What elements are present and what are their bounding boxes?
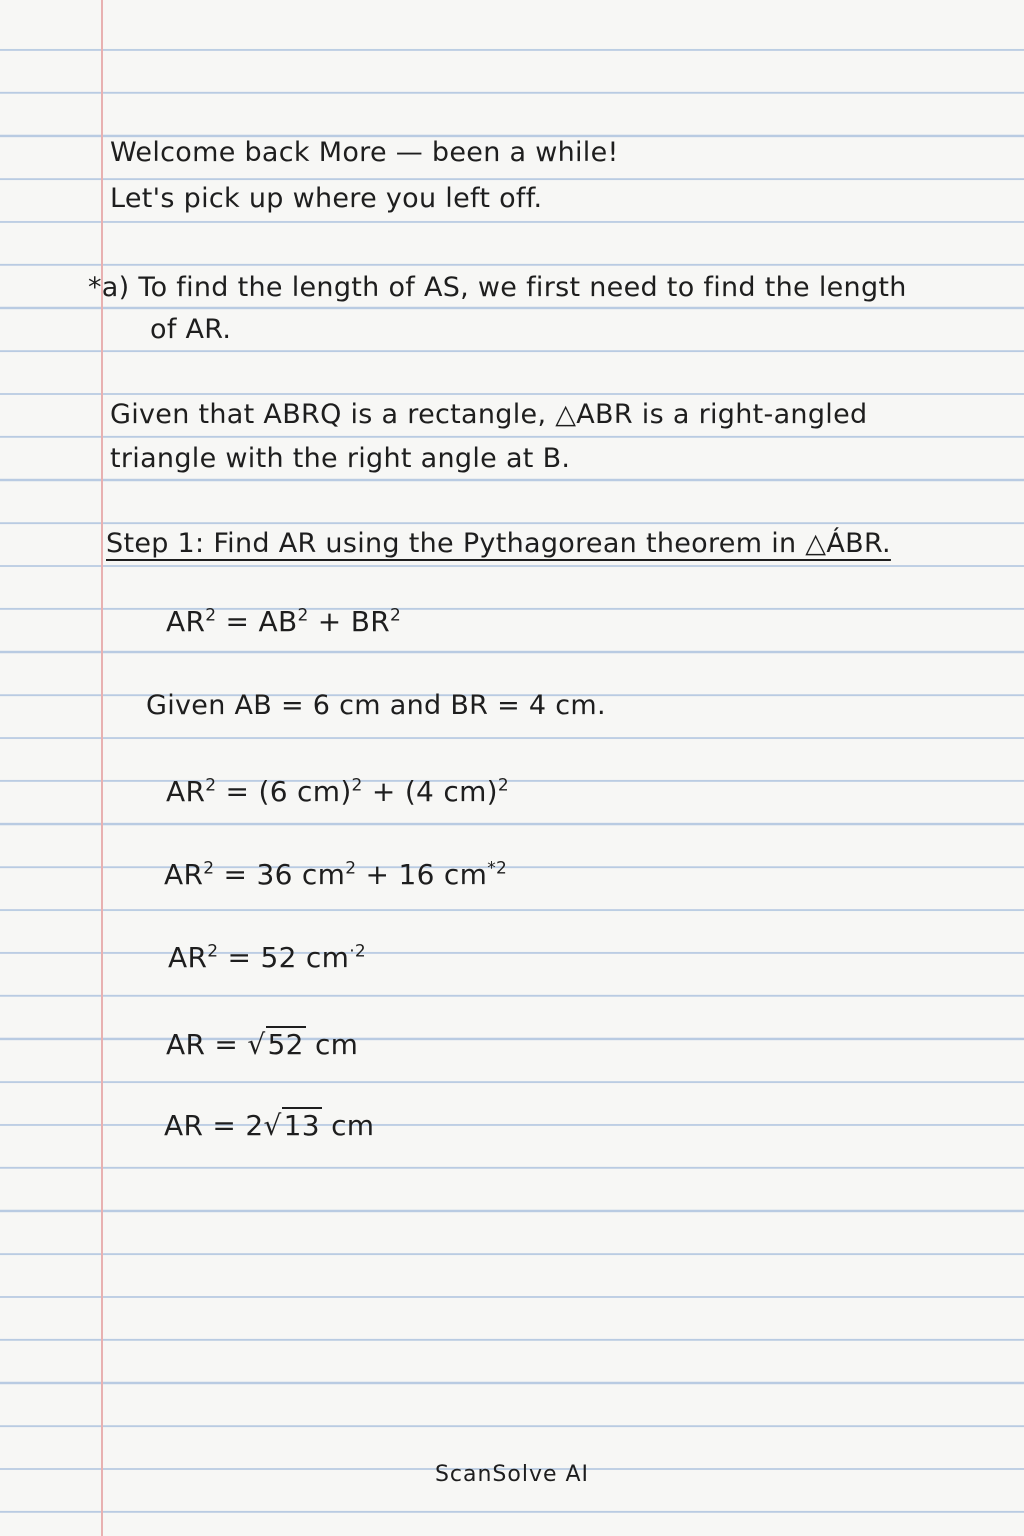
given-values: Given AB = 6 cm and BR = 4 cm. [146, 690, 606, 721]
part-a-line-1: *a) To find the length of AS, we first need to find the length [88, 272, 907, 303]
part-a-line-2: of AR. [150, 314, 232, 345]
greeting-line-1: Welcome back More — been a while! [110, 137, 619, 168]
greeting-line-2: Let's pick up where you left off. [110, 183, 543, 214]
margin-line [101, 0, 103, 1536]
given-line-1: Given that ABRQ is a rectangle, △ABR is a right-angled [110, 399, 868, 430]
equation-squares: $AR^2 = 36$ $cm^2 + 16$ $cm^{*2}$ [164, 858, 508, 891]
equation-pythagoras: $AR^2 = AB^2 + BR^2$ [166, 605, 402, 638]
equation-result: AR = 2√13 cm [164, 1109, 375, 1142]
brand-footer: ScanSolve AI [434, 1462, 590, 1487]
given-line-2: triangle with the right angle at B. [110, 443, 571, 474]
equation-sum: $AR^2 = 52$ $cm^{\cdot 2}$ [168, 941, 367, 974]
equation-sqrt: AR = √52 cm [166, 1028, 359, 1061]
step-1-heading: Step 1: Find AR using the Pythagorean theorem in △ÁBR. [106, 528, 891, 559]
equation-substitute: $AR^2 = (6$ cm)$^2$ + (4 cm)$^2$ [166, 775, 509, 808]
